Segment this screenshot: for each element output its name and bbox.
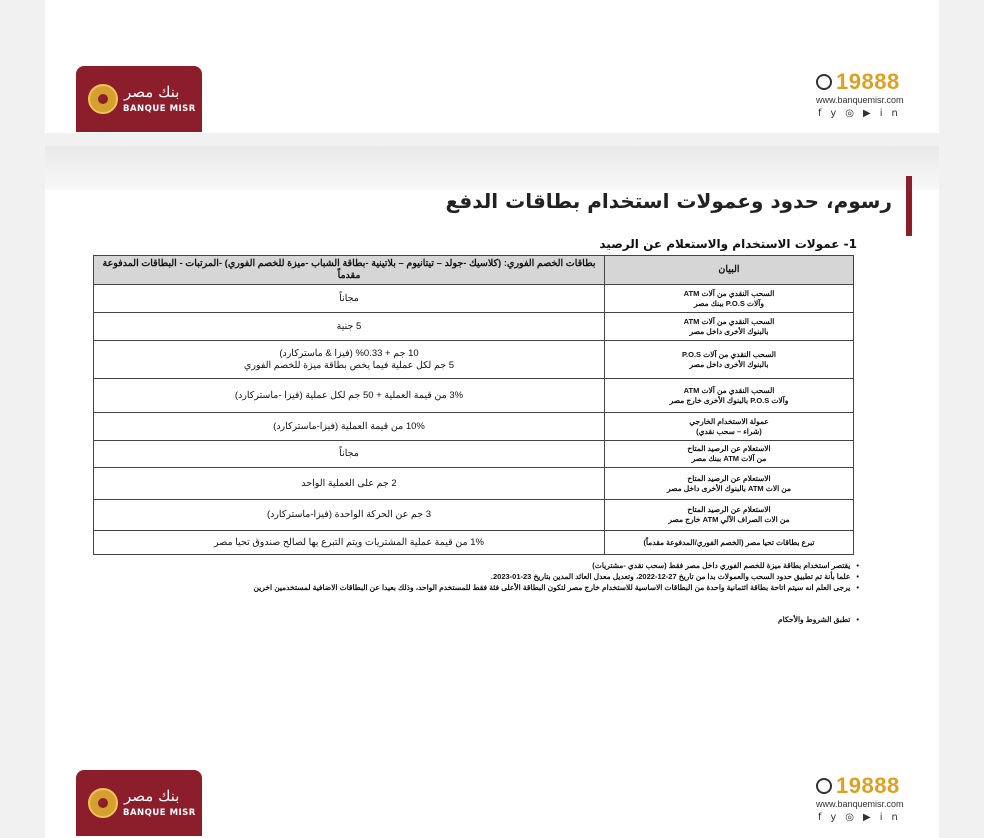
note-item: • يقتصر استخدام بطاقة ميزة للخصم الفوري داخل مصر فقط (سحب نقدي -مشتريات): [253, 560, 859, 571]
table-row: [94, 313, 854, 341]
phone-icon: [816, 778, 832, 794]
youtube-icon: ▶: [863, 812, 880, 823]
row-item: الاستعلام عن الرصيد المتاح من الات الصراف الآلي ATM خارج مصر: [605, 500, 854, 531]
hotline: [816, 774, 916, 798]
row-value: 5 جنية: [94, 313, 605, 341]
banque-misr-logo: [76, 66, 202, 132]
twitter-icon: y: [830, 108, 846, 119]
linkedin-icon: in: [879, 108, 907, 119]
row-value: 3 جم عن الحركة الواحدة (فيزا-ماستركارد): [94, 500, 605, 531]
table-row: [94, 413, 854, 441]
title-accent-bar: [906, 176, 912, 236]
instagram-icon: ◎: [845, 108, 864, 119]
website-text: www.banquemisr.com: [816, 799, 904, 809]
page-title: رسوم، حدود وعمولات استخدام بطاقات الدفع: [445, 189, 892, 213]
notes-list: [253, 560, 859, 593]
table-row: [94, 500, 854, 531]
header-item: البيان: [605, 256, 854, 285]
youtube-icon: ▶: [863, 108, 880, 119]
row-item: تبرع بطاقات تحيا مصر (الخصم الفوري/المدفوعة مقدماً): [605, 531, 854, 555]
row-item: عمولة الاستخدام الخارجي (شراء – سحب نقدي): [605, 413, 854, 441]
row-item: الاستعلام عن الرصيد المتاح من الات ATM بالبنوك الأخرى داخل مصر: [605, 468, 854, 500]
header-value: بطاقات الخصم الفوري: (كلاسيك -جولد – تيتانيوم – بلاتينية -بطاقة الشباب -ميزة للخصم الفوري) -المرتبات - البطاقات المدفوعة مقدماً: [94, 256, 605, 285]
terms-note: • تطبق الشروط والأحكام: [778, 615, 859, 624]
social-icons: [816, 812, 916, 823]
phone-icon: [816, 74, 832, 90]
row-value: 1% من قيمة عملية المشتريات ويتم التبرع بها لصالح صندوق تحيا مصر: [94, 531, 605, 555]
table-row: [94, 441, 854, 468]
logo-english-name: BANQUE MISR: [123, 104, 196, 114]
hotline-number: 19888: [836, 773, 900, 798]
twitter-icon: y: [830, 812, 846, 823]
row-value: 10% من قيمة العملية (فيزا-ماستركارد): [94, 413, 605, 441]
bank-emblem-icon: [88, 84, 118, 114]
scrollbar-track[interactable]: [950, 0, 984, 838]
contact-block-footer: [816, 774, 916, 823]
hotline-number: 19888: [836, 69, 900, 94]
logo-english-name: BANQUE MISR: [123, 808, 196, 818]
table-row: [94, 468, 854, 500]
section-heading: 1- عمولات الاستخدام والاستعلام عن الرصيد: [599, 237, 857, 251]
row-item: السحب النقدي من آلات ATM بالبنوك الأخرى داخل مصر: [605, 313, 854, 341]
row-value: 10 جم + 0.33% (فيزا & ماستركارد) 5 جم لكل عملية فيما يخص بطاقة ميزة للخصم الفوري: [94, 341, 605, 379]
row-item: الاستعلام عن الرصيد المتاح من آلات ATM ببنك مصر: [605, 441, 854, 468]
row-value: 2 جم على العملية الواحد: [94, 468, 605, 500]
table-row: [94, 341, 854, 379]
facebook-icon: f: [818, 812, 831, 823]
page-2: [45, 146, 939, 838]
header-band: [45, 146, 939, 190]
row-item: السحب النقدي من آلات P.O.S بالبنوك الأخرى داخل مصر: [605, 341, 854, 379]
row-item: السحب النقدي من آلات ATM وآلات P.O.S ببنك مصر: [605, 285, 854, 313]
row-value: مجاناً: [94, 441, 605, 468]
logo-arabic-name: بنك مصر: [124, 787, 180, 805]
facebook-icon: f: [818, 108, 831, 119]
contact-block: [816, 70, 916, 119]
note-item: • يرجى العلم انه سيتم اتاحة بطاقة ائتمانية واحدة من البطاقات الاساسية للاستخدام خارج مصر لتكون البطاقة الأعلى فئة فقط للمستخدم الواحد، وذلك بعيدا عن البطاقات الاضافية لمستخدمين اخرين: [253, 582, 859, 593]
row-item: السحب النقدي من آلات ATM وآلات P.O.S بالبنوك الأخرى خارج مصر: [605, 379, 854, 413]
table-row: [94, 379, 854, 413]
note-item: • علما بأنة تم تطبيق حدود السحب والعمولات بدا من تاريخ 27-12-2022، وتعديل معدل العائد المدين بتاريخ 23-01-2023.: [253, 571, 859, 582]
row-value: مجاناً: [94, 285, 605, 313]
bank-emblem-icon: [88, 788, 118, 818]
table-row: [94, 531, 854, 555]
logo-arabic-name: بنك مصر: [124, 83, 180, 101]
linkedin-icon: in: [879, 812, 907, 823]
table-header-row: [94, 256, 854, 285]
social-icons: [816, 108, 916, 119]
hotline: [816, 70, 916, 94]
row-value: 3% من قيمة العملية + 50 جم لكل عملية (فيزا -ماستركارد): [94, 379, 605, 413]
website-text: www.banquemisr.com: [816, 95, 904, 105]
banque-misr-logo-footer: [76, 770, 202, 836]
instagram-icon: ◎: [845, 812, 864, 823]
table-row: [94, 285, 854, 313]
fees-table: [93, 255, 854, 555]
page-1-footer: [45, 0, 939, 133]
